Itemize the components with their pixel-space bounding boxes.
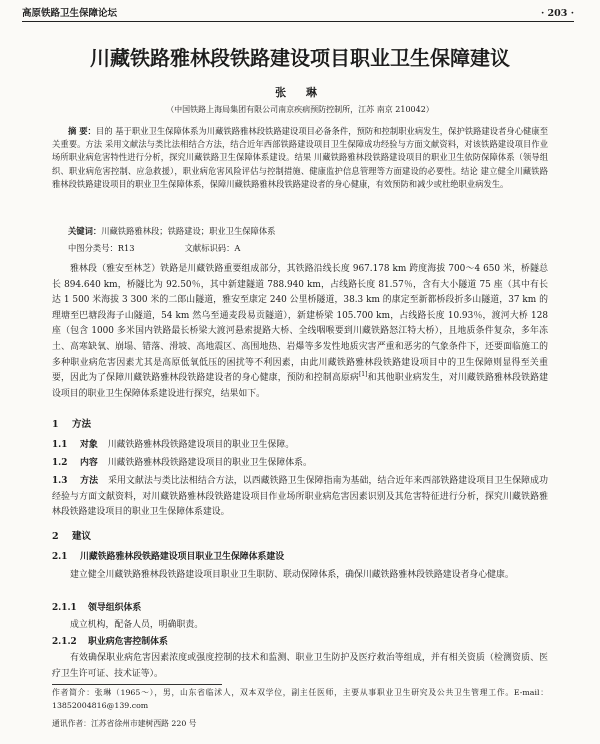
subsection-1-2 (52, 456, 548, 472)
section-number: 1 (52, 419, 59, 430)
subsection-head: 领导组织体系 (88, 603, 142, 613)
subsection-2-1-1-body: 成立机构，配备人员，明确职责。 (70, 620, 204, 630)
introduction-paragraph (52, 262, 548, 402)
subsection-text: 川藏铁路雅林段铁路建设项目的职业卫生保障。 (107, 440, 295, 450)
subsection-2-1-2-body: 有效确保职业病危害因素浓度或强度控制的技术和监测、职业卫生防护及医疗救治等组成，并有相关资质（检测资质、医疗卫生许可证、技术证等）。 (52, 653, 548, 679)
section-title: 方法 (72, 419, 92, 430)
keywords-label: 关键词： (68, 226, 102, 236)
subsection-number: 1.3 (52, 476, 68, 486)
subsection-number: 1.1 (52, 440, 68, 450)
abstract (52, 125, 548, 191)
classification-line (52, 242, 548, 255)
running-head (22, 4, 574, 20)
subsection-number: 2.1 (52, 552, 68, 562)
abstract-text: 目的 基于职业卫生保障体系为川藏铁路雅林段铁路建设项目必备条件，预防和控制职业病发生，保护铁路建设者身心健康至关重要。方法 采用文献法与类比法相结合方法，结合近年西部铁路建设项目卫生保障成功经验与方面文献资料，对该铁路建设项目作业场所职业病危害特性进行分析，探究川藏铁路卫生保障体系建设。结果 川藏铁路雅林段铁路建设项目的职业卫生依防保障体系（领导组织、职业病危害控制、应急救援），职业病危害风险评估与控制措施、健康监护信息管理等方面建设的必要性。结论 建立健全川藏铁路雅林段铁路建设项目的职业卫生保障体系，保障川藏铁路雅林段铁路建设者的身心健康，有效预防和减少或杜绝职业病发生。 (52, 126, 548, 189)
subsection-head: 方法 (80, 476, 99, 486)
intro-text: 雅林段（雅安至林芝）铁路是川藏铁路重要组成部分，其铁路沿线长度 967.178 km 跨度海拔 700～4 650 米，桥隧总长 894.640 km，桥隧比为 92.50％，其中新建隧道 788.940 km，占线路长度 81.57％，含有大小隧道 75 座（其中有长达 1 500 米海拔 3 300 米的二郎山隧道，雅安至康定 240 公里桥隧道，38.3 km 的康定至新都桥段折多山隧道，37 km 的理塘至巴塘段海子山隧道，54 km 然乌至通麦段易贡隧道），新建桥梁 105.700 km，占线路长度 10.93％，渡河大桥 128 座（包含 1000 多米国内铁路最长桥梁大渡河悬索提路大桥、全线咽喉要到川藏铁路怒江特大桥），且地质条件复杂，多年冻土、高寒缺氧、崩塌、错落、滑坡、高地震区、高围地热、岩爆等多发性地质灾害严重和恶劣的气象条件下，还要面临施工的多种职业病危害因素尤其是高原低氧低压的困扰等不利因素，由此川藏铁路雅林段铁路建设项目中的卫生保障则显得至关重要，因此为了保障川藏铁路雅林段铁路建设者的身心健康，预防和控制高原病 (52, 264, 548, 384)
subsection-2-1-1 (52, 601, 548, 617)
article-title: 川藏铁路雅林段铁路建设项目职业卫生保障建议 (90, 46, 510, 70)
subsection-head: 川藏铁路雅林段铁路建设项目职业卫生保障体系建设 (80, 552, 285, 562)
subsection-2-1 (52, 550, 548, 566)
subsection-head: 内容 (80, 458, 98, 468)
intro-text-tail: 和其他职业病发生，对川藏铁路雅林段铁路建设项目的职业卫生保障体系建设进行探究，结果如下。 (52, 373, 549, 399)
header-rule (22, 21, 574, 22)
subsection-number: 2.1.2 (52, 637, 77, 647)
subsection-text: 采用文献法与类比法相结合方法，以西藏铁路卫生保障指南为基础，结合近年来西部铁路建设项目卫生保障成功经验与方面文献资料，对川藏铁路雅林段铁路建设项目作业场所职业病危害因素识别及其危害特征进行分析，探究川藏铁路雅林段铁路建设项目的职业卫生保障体系建设。 (52, 476, 549, 518)
section-title: 建议 (72, 531, 92, 542)
citation-ref[interactable]: [1] (358, 371, 368, 379)
author-affiliation: （中国铁路上海局集团有限公司南京疾病预防控制所，江苏 南京 210042） (166, 105, 434, 114)
subsection-text: 川藏铁路雅林段铁路建设项目的职业卫生保障体系。 (107, 458, 312, 468)
footnote-rule (52, 684, 222, 685)
clc-number: 中图分类号：R13 (68, 243, 135, 253)
document-code: 文献标识码：A (184, 243, 241, 253)
section-heading-recommendations (52, 530, 91, 543)
section-number: 2 (52, 531, 59, 542)
subsection-1-3 (52, 474, 548, 521)
correspondence-address: 通讯作者：江苏省徐州市建树西路 220 号 (52, 719, 197, 728)
subsection-head: 职业病危害控制体系 (88, 637, 168, 647)
abstract-label: 摘 要： (68, 126, 96, 136)
subsection-2-1-body: 建立健全川藏铁路雅林段铁路建设项目职业卫生职防、联动保障体系，确保川藏铁路雅林段铁路建设者身心健康。 (70, 570, 514, 580)
journal-name: 高原铁路卫生保障论坛 (22, 8, 118, 19)
author-bio-footnote: 作者简介：张琳（1965～），男，山东省临沭人，双本双学位，副主任医师，主要从事职业卫生研究及公共卫生管理工作。E-mail：13852004816@139.com (52, 688, 548, 710)
subsection-number: 1.2 (52, 458, 68, 468)
author-name: 张 琳 (275, 86, 325, 99)
section-heading-methods (52, 418, 91, 431)
keywords (52, 225, 548, 238)
keywords-text: 川藏铁路雅林段；铁路建设；职业卫生保障体系 (101, 226, 276, 236)
subsection-number: 2.1.1 (52, 603, 77, 613)
subsection-2-1-2 (52, 635, 548, 651)
subsection-head: 对象 (80, 440, 98, 450)
subsection-1-1 (52, 438, 548, 454)
page-number: · 203 · (540, 8, 574, 19)
